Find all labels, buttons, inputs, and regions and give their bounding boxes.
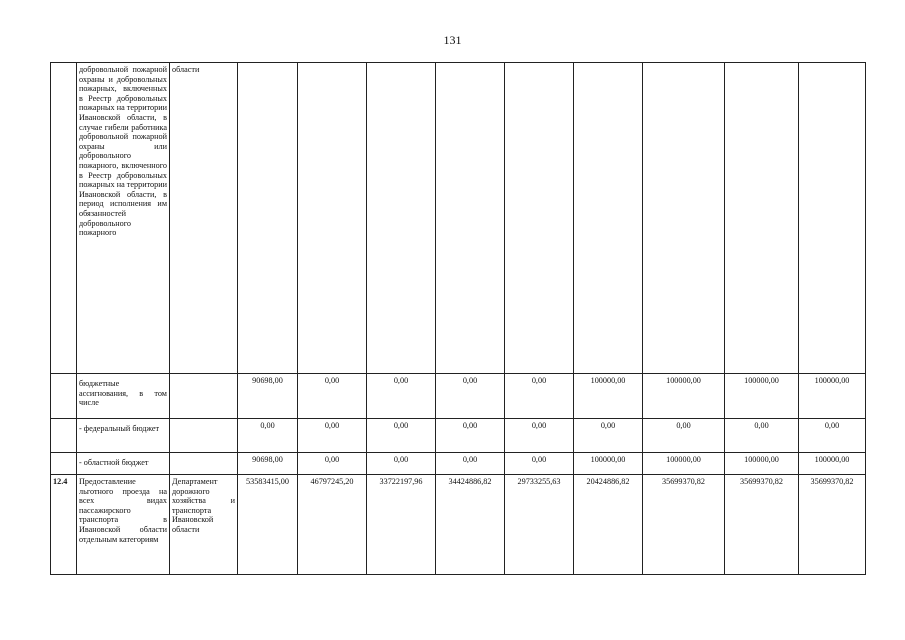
value-cell: 100000,00 (643, 374, 725, 419)
value-cell: 0,00 (574, 419, 643, 453)
value-cell: 0,00 (367, 374, 436, 419)
row-number-cell (51, 63, 77, 374)
funding-row (51, 374, 866, 419)
row-number-cell (51, 419, 77, 453)
value-cell: 0,00 (643, 419, 725, 453)
row-number-cell (51, 374, 77, 419)
executor-cell: области (170, 63, 238, 374)
value-cell: 29733255,63 (505, 475, 574, 575)
funding-row (51, 419, 866, 453)
value-cell: 100000,00 (725, 453, 799, 475)
value-cell: 90698,00 (238, 453, 298, 475)
value-cell: 0,00 (436, 453, 505, 475)
value-cell: 0,00 (505, 374, 574, 419)
value-cell: 0,00 (725, 419, 799, 453)
value-cell: 100000,00 (799, 374, 866, 419)
executor-cell (170, 374, 238, 419)
value-cell: 34424886,82 (436, 475, 505, 575)
value-cell: 0,00 (238, 419, 298, 453)
value-cell (725, 63, 799, 374)
executor-cell (170, 419, 238, 453)
table-row (51, 63, 866, 374)
value-cell: 20424886,82 (574, 475, 643, 575)
value-cell (367, 63, 436, 374)
value-cell: 100000,00 (574, 374, 643, 419)
budget-table (50, 62, 866, 575)
value-cell: 53583415,00 (238, 475, 298, 575)
row-number-cell (51, 453, 77, 475)
measure-description: Предоставление льготного проезда на всех видах пассажирского транспорта в Ивановской области отдельным категориям (77, 475, 170, 575)
value-cell: 0,00 (436, 419, 505, 453)
value-cell (238, 63, 298, 374)
value-cell: 46797245,20 (298, 475, 367, 575)
value-cell: 0,00 (505, 419, 574, 453)
value-cell: 35699370,82 (799, 475, 866, 575)
value-cell: 35699370,82 (725, 475, 799, 575)
value-cell: 33722197,96 (367, 475, 436, 575)
row-number-cell: 12.4 (51, 475, 77, 575)
value-cell: 0,00 (505, 453, 574, 475)
value-cell: 0,00 (367, 419, 436, 453)
page-number: 131 (443, 33, 462, 47)
value-cell: 0,00 (298, 453, 367, 475)
value-cell: 100000,00 (725, 374, 799, 419)
funding-row (51, 453, 866, 475)
value-cell: 100000,00 (574, 453, 643, 475)
value-cell: 90698,00 (238, 374, 298, 419)
value-cell (505, 63, 574, 374)
value-cell: 100000,00 (643, 453, 725, 475)
value-cell: 0,00 (298, 374, 367, 419)
executor-cell: Департамент дорожного хозяйства и транспорта Ивановской области (170, 475, 238, 575)
value-cell (799, 63, 866, 374)
value-cell: 0,00 (367, 453, 436, 475)
value-cell (643, 63, 725, 374)
value-cell: 0,00 (436, 374, 505, 419)
value-cell: 35699370,82 (643, 475, 725, 575)
funding-label: - федеральный бюджет (77, 419, 170, 453)
executor-cell (170, 453, 238, 475)
measure-description: добровольной пожарной охраны и добровольных пожарных, включенных в Реестр добровольных пожарных на территории Ивановской области, в случае гибели работника добровольной пожарной охраны или добровольного пожарного, включенного в Реестр добровольных пожарных на территории Ивановской области, в период исполнения им обязанностей добровольного пожарного (77, 63, 170, 374)
value-cell: 0,00 (799, 419, 866, 453)
table-row (51, 475, 866, 575)
funding-label: - областной бюджет (77, 453, 170, 475)
value-cell (574, 63, 643, 374)
funding-label: бюджетные ассигнования, в том числе (77, 374, 170, 419)
value-cell: 0,00 (298, 419, 367, 453)
value-cell: 100000,00 (799, 453, 866, 475)
value-cell (298, 63, 367, 374)
value-cell (436, 63, 505, 374)
